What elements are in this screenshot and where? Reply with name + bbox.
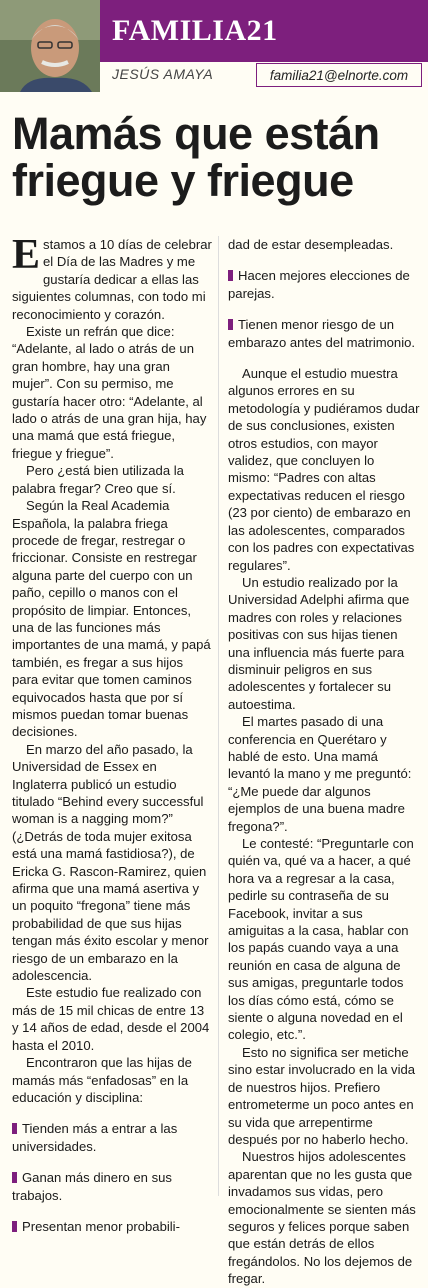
headline: Mamás que están friegue y friegue: [12, 108, 380, 206]
column-header: [0, 0, 428, 92]
paragraph: Encontraron que las hijas de mamás más “enfadosas” en la educación y disciplina:: [12, 1055, 192, 1105]
author-photo: [0, 0, 100, 92]
paragraph: Un estudio realizado por la Universidad Adelphi afirma que madres con roles y relaciones positivas con sus hijas tienen una influencia más fuerte para disminuir peligros en sus adolescentes y fortalecer su autoestima.: [228, 574, 410, 712]
author-email[interactable]: familia21@elnorte.com: [256, 63, 422, 87]
paragraph: En marzo del año pasado, la Universidad de Essex en Inglaterra publicó un estudio titulado “Behind every successful woman is a nagging mom?” (¿Detrás de toda mujer exitosa está una mamá fastidiosa?), de Ericka G. Rascon-Ramirez, quien afirma que una mamá asertiva y un poquito “fregona” tiene más probabilidad de que sus hijas tengan más éxito escolar y menor riesgo de un embarazo en la adolescencia.: [12, 741, 209, 984]
bullet-item: Ganan más dinero en sus trabajos.: [12, 1169, 212, 1204]
author-name: JESÚS AMAYA: [112, 66, 214, 82]
paragraph: Según la Real Academia Española, la palabra friega procede de fregar, restregar o friccionar. Consiste en restregar alguna parte del cuerpo con un paño, cepillo o manos con el propósito de limpiar. Entonces, una de las funciones más importantes de una mamá, y papá también, es fregar a sus hijos para evitar que tomen caminos equivocados hasta que por sí mismos puedan tomar buenas decisiones.: [12, 498, 211, 740]
bullet-item: Tienen menor riesgo de un embarazo antes del matrimonio.: [228, 316, 420, 351]
column-divider: [218, 236, 219, 1196]
paragraph: Le contesté: “Preguntarle con quién va, qué va a hacer, a qué hora va a regresar a la casa, pedirle su contraseña de su Facebook, invitar a sus amiguitas a la casa, hablar con los papás cuando vaya a una reunión en casa de alguna de sus amigas, preguntarle todos los días cómo está, cómo se siente o alguna novedad en el colegio, etc.”.: [228, 836, 414, 1043]
paragraph: Pero ¿está bien utilizada la palabra fregar? Creo que sí.: [12, 463, 184, 496]
bullet-item: Hacen mejores elecciones de parejas.: [228, 267, 420, 302]
paragraph: Este estudio fue realizado con más de 15 mil chicas de entre 13 y 14 años de edad, desde el 2004 hasta el 2010.: [12, 985, 210, 1053]
paragraph: dad de estar desempleadas.: [228, 237, 394, 252]
bullet-item: Tienden más a entrar a las universidades.: [12, 1120, 212, 1155]
drop-cap: E: [12, 232, 41, 278]
section-title: FAMILIA21: [112, 14, 278, 47]
paragraph: Aunque el estudio muestra algunos errores en su metodología y pudiéramos dudar de sus conclusiones, existen otros estudios, con mayor validez, que concluyen lo mismo: “Padres con altas expectativas reducen el riesgo (23 por ciento) de embarazo en las adolescentes, comparados con los padres con expectativas regulares”.: [228, 366, 420, 573]
paragraph: Existe un refrán que dice: “Adelante, al lado o atrás de un gran hombre, hay una gran mujer”. Con su permiso, me gustaría hacer otro: “Adelante, al lado o atrás de una gran hija, hay una mamá que está friegue, friegue y friegue”.: [12, 324, 207, 461]
article-column-left: [12, 232, 212, 1235]
paragraph: Estamos a 10 días de celebrar el Día de las Madres y me gustaría dedicar a ellas las siguientes columnas, con todo mi reconocimiento y corazón.: [12, 232, 212, 322]
paragraph: Esto no significa ser metiche sino estar involucrado en la vida de nuestros hijos. Prefiero entrometerme un poco antes en su vida que arrepentirme después por no haberlo hecho.: [228, 1044, 416, 1147]
bullet-item: Presentan menor probabili-: [12, 1218, 212, 1235]
article-column-right: [228, 236, 420, 1288]
paragraph: El martes pasado di una conferencia en Querétaro y hablé de esto. Una mamá levantó la mano y me preguntó: “¿Me puede dar algunos ejemplos de una buena madre fregona?”.: [228, 714, 412, 834]
paragraph: Nuestros hijos adolescentes aparentan que no les gusta que invadamos sus vidas, pero emocionalmente se sienten más seguros y felices porque saben que están detrás de ellos fregándolos. No los dejemos de fregar.: [228, 1149, 416, 1287]
